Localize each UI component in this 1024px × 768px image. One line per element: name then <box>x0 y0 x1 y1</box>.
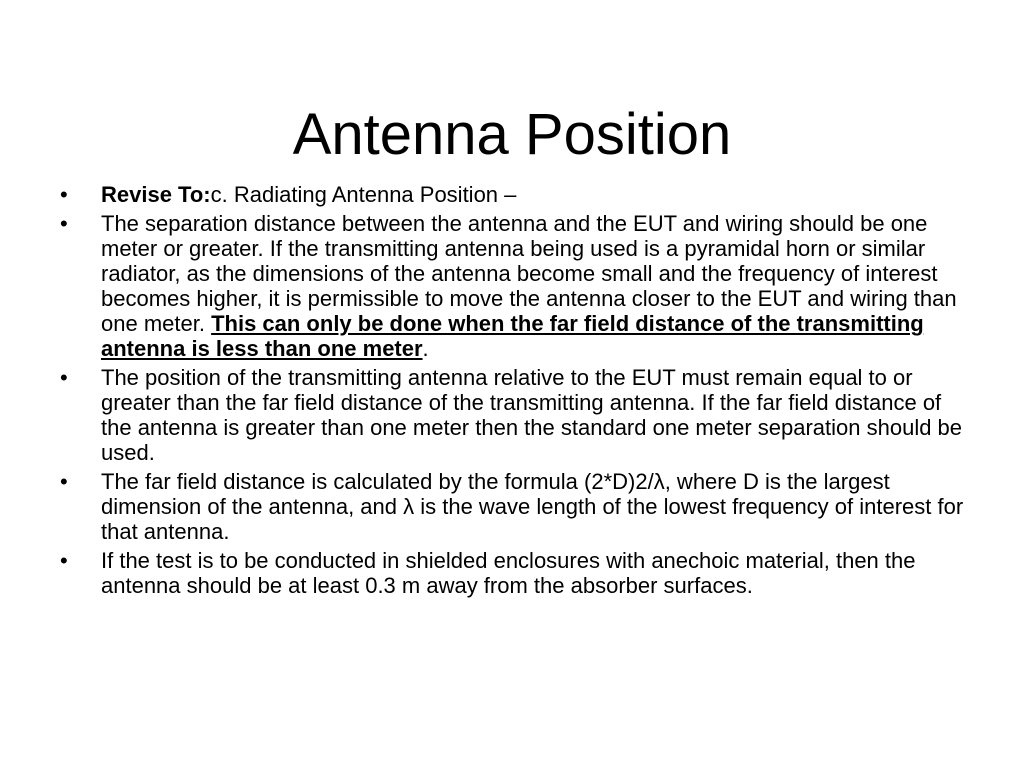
bullet-dot-icon: • <box>60 365 68 390</box>
bullet-list <box>60 182 972 602</box>
bullet-item-position <box>60 365 972 465</box>
bullet-dot-icon: • <box>60 211 68 236</box>
emphasis-text: This can only be done when the far field distance of the transmitting antenna is less than one meter <box>101 311 924 361</box>
revise-label: Revise To: <box>101 182 211 207</box>
bullet-dot-icon: • <box>60 469 68 494</box>
bullet-item-revise <box>60 182 972 207</box>
bullet-text: The position of the transmitting antenna relative to the EUT must remain equal to or greater than the far field distance of the transmitting antenna. If the far field distance of the antenna is greater than one meter then the standard one meter separation should be used. <box>101 365 963 465</box>
bullet-item-enclosure <box>60 548 972 598</box>
bullet-text: If the test is to be conducted in shielded enclosures with anechoic material, then the antenna should be at least 0.3 m away from the absorber surfaces. <box>101 548 916 598</box>
bullet-tail: . <box>422 336 429 361</box>
bullet-item-separation <box>60 211 972 361</box>
bullet-text: The separation distance between the antenna and the EUT and wiring should be one meter or greater. If the transmitting antenna being used is a pyramidal horn or similar radiator, as the dimensions of the antenna become small and the frequency of interest becomes higher, it is permissible to move the antenna closer to the EUT and wiring than one meter. <box>101 211 957 336</box>
bullet-text: The far field distance is calculated by the formula (2*D)2/λ, where D is the largest dimension of the antenna, and λ is the wave length of the lowest frequency of interest for that antenna. <box>101 469 964 544</box>
bullet-item-formula <box>60 469 972 544</box>
bullet-dot-icon: • <box>60 548 68 573</box>
bullet-dot-icon: • <box>60 182 68 207</box>
slide-title: Antenna Position <box>292 101 732 167</box>
bullet-text: c. Radiating Antenna Position – <box>210 182 517 207</box>
